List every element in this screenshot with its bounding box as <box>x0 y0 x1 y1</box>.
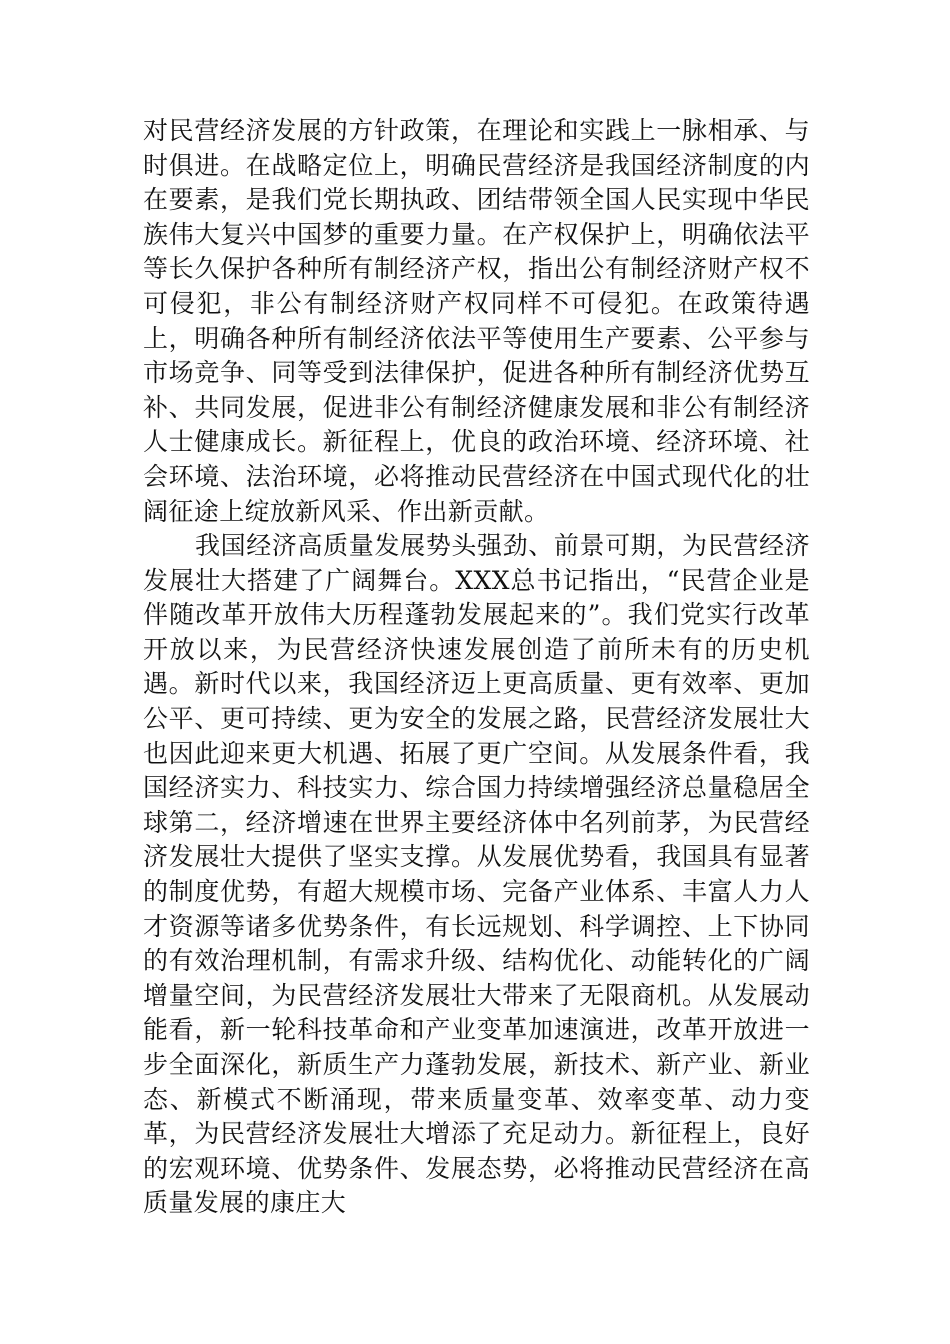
paragraph-text: 对民营经济发展的方针政策，在理论和实践上一脉相承、与时俱进。在战略定位上，明确民营经济是我国经济制度的内在要素，是我们党长期执政、团结带领全国人民实现中华民族伟大复兴中国梦的重要力量。在产权保护上，明确依法平等长久保护各种所有制经济产权，指出公有制经济财产权不可侵犯，非公有制经济财产权同样不可侵犯。在政策待遇上，明确各种所有制经济依法平等使用生产要素、公平参与市场竞争、同等受到法律保护，促进各种所有制经济优势互补、共同发展，促进非公有制经济健康发展和非公有制经济人士健康成长。新征程上，优良的政治环境、经济环境、社会环境、法治环境，必将推动民营经济在中国式现代化的壮阔征途上绽放新风采、作出新贡献。 <box>143 116 810 526</box>
paragraph-text: 我国经济高质量发展势头强劲、前景可期，为民营经济发展壮大搭建了广阔舞台。XXX总书记指出，“民营企业是伴随改革开放伟大历程蓬勃发展起来的”。我们党实行改革开放以来，为民营经济快速发展创造了前所未有的历史机遇。新时代以来，我国经济迈上更高质量、更有效率、更加公平、更可持续、更为安全的发展之路，民营经济发展壮大也因此迎来更大机遇、拓展了更广空间。从发展条件看，我国经济实力、科技实力、综合国力持续增强经济总量稳居全球第二，经济增速在世界主要经济体中名列前茅，为民营经济发展壮大提供了坚实支撑。从发展优势看，我国具有显著的制度优势，有超大规模市场、完备产业体系、丰富人力人才资源等诸多优势条件，有长远规划、科学调控、上下协同的有效治理机制，有需求升级、结构优化、动能转化的广阔增量空间，为民营经济发展壮大带来了无限商机。从发展动能看，新一轮科技革命和产业变革加速演进，改革开放进一步全面深化，新质生产力蓬勃发展，新技术、新产业、新业态、新模式不断涌现，带来质量变革、效率变革、动力变革，为民营经济发展壮大增添了充足动力。新征程上，良好的宏观环境、优势条件、发展态势，必将推动民营经济在高质量发展的康庄大 <box>143 531 810 1218</box>
paragraph-1 <box>143 114 810 529</box>
paragraph-2 <box>143 529 810 1221</box>
